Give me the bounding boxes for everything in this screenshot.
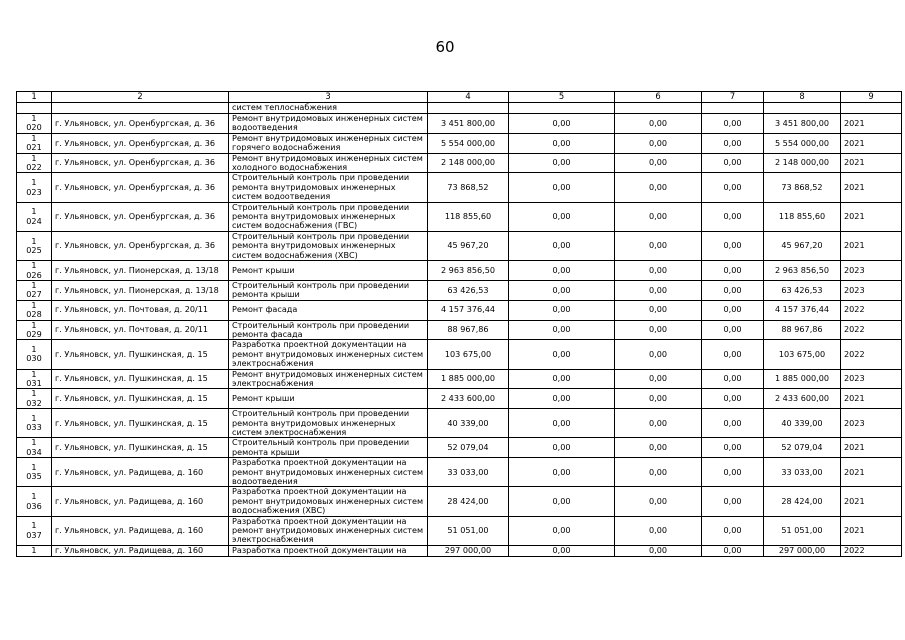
row-number-cell: [17, 261, 52, 281]
year-cell: 2022: [841, 340, 902, 369]
amount-cell: 0,00: [702, 409, 764, 438]
empty-cell: [17, 103, 52, 114]
owner-funds-cell: 4 157 376,44: [764, 300, 841, 320]
empty-cell: [764, 103, 841, 114]
row-number-part: 1: [31, 520, 37, 531]
total-cost-cell: 33 033,00: [428, 458, 509, 487]
row-number-part: 1: [31, 344, 37, 355]
row-number-part: 1: [31, 235, 37, 246]
work-type-cell: Разработка проектной документации на ремонт внутридомовых инженерных систем водоотведения: [229, 458, 428, 487]
row-number-cell: [17, 369, 52, 389]
owner-funds-cell: 1 885 000,00: [764, 369, 841, 389]
work-type-cell: Строительный контроль при проведении ремонта внутридомовых инженерных систем водоотведения: [229, 173, 428, 202]
row-number-cell: [17, 320, 52, 340]
amount-cell: 0,00: [702, 516, 764, 545]
work-type-cell: Ремонт крыши: [229, 261, 428, 281]
row-number-cell: [17, 516, 52, 545]
row-number-cell: [17, 173, 52, 202]
row-number-part: 028: [26, 309, 42, 320]
amount-cell: 0,00: [702, 153, 764, 173]
work-type-cell: Строительный контроль при проведении ремонта фасада: [229, 320, 428, 340]
row-number-part: 1: [31, 153, 37, 163]
amount-cell: 0,00: [702, 340, 764, 369]
table-row: [17, 300, 902, 320]
address-cell: г. Ульяновск, ул. Пушкинская, д. 15: [52, 389, 229, 409]
amount-cell: 0,00: [615, 300, 702, 320]
amount-cell: 0,00: [702, 438, 764, 458]
total-cost-cell: 45 967,20: [428, 231, 509, 260]
year-cell: 2021: [841, 438, 902, 458]
year-cell: 2021: [841, 202, 902, 231]
amount-cell: 0,00: [702, 133, 764, 153]
owner-funds-cell: 88 967,86: [764, 320, 841, 340]
year-cell: 2023: [841, 280, 902, 300]
amount-cell: 0,00: [509, 545, 615, 556]
column-number: 3: [229, 92, 428, 103]
owner-funds-cell: 297 000,00: [764, 545, 841, 556]
amount-cell: 0,00: [509, 340, 615, 369]
year-cell: 2023: [841, 261, 902, 281]
amount-cell: 0,00: [702, 114, 764, 134]
empty-cell: [702, 103, 764, 114]
row-number-part: 027: [26, 289, 42, 300]
total-cost-cell: 63 426,53: [428, 280, 509, 300]
year-cell: 2022: [841, 300, 902, 320]
table-row: [17, 516, 902, 545]
total-cost-cell: 103 675,00: [428, 340, 509, 369]
table-row: [17, 153, 902, 173]
column-number: 7: [702, 92, 764, 103]
row-number-part: 037: [26, 529, 42, 540]
amount-cell: 0,00: [615, 516, 702, 545]
work-type-cell: Ремонт внутридомовых инженерных систем электроснабжения: [229, 369, 428, 389]
row-number-cell: [17, 133, 52, 153]
row-number-part: 1: [31, 437, 37, 448]
amount-cell: 0,00: [702, 300, 764, 320]
work-type-cell: Строительный контроль при проведении ремонта внутридомовых инженерных систем электроснабжения: [229, 409, 428, 438]
year-cell: 2021: [841, 173, 902, 202]
row-number-part: 036: [26, 500, 42, 511]
amount-cell: 0,00: [615, 133, 702, 153]
row-number-cell: [17, 280, 52, 300]
owner-funds-cell: 103 675,00: [764, 340, 841, 369]
owner-funds-cell: 2 963 856,50: [764, 261, 841, 281]
empty-cell: [428, 103, 509, 114]
owner-funds-cell: 51 051,00: [764, 516, 841, 545]
amount-cell: 0,00: [509, 369, 615, 389]
row-number-part: 1: [31, 369, 37, 379]
row-number-part: 035: [26, 471, 42, 482]
amount-cell: 0,00: [509, 409, 615, 438]
amount-cell: 0,00: [615, 340, 702, 369]
address-cell: г. Ульяновск, ул. Оренбургская, д. 36: [52, 114, 229, 134]
amount-cell: 0,00: [615, 438, 702, 458]
year-cell: 2021: [841, 516, 902, 545]
amount-cell: 0,00: [702, 202, 764, 231]
row-number-part: 034: [26, 446, 42, 457]
address-cell: г. Ульяновск, ул. Радищева, д. 160: [52, 458, 229, 487]
address-cell: г. Ульяновск, ул. Пионерская, д. 13/18: [52, 261, 229, 281]
amount-cell: 0,00: [702, 458, 764, 487]
year-cell: 2021: [841, 153, 902, 173]
table-row: [17, 389, 902, 409]
empty-cell: [841, 103, 902, 114]
row-number-part: 1: [31, 388, 37, 399]
column-number: 1: [17, 92, 52, 103]
row-number-part: 031: [26, 377, 42, 388]
total-cost-cell: 4 157 376,44: [428, 300, 509, 320]
address-cell: г. Ульяновск, ул. Оренбургская, д. 36: [52, 153, 229, 173]
row-number-part: 1: [31, 545, 37, 556]
amount-cell: 0,00: [615, 389, 702, 409]
table-row: [17, 261, 902, 281]
row-number-cell: [17, 300, 52, 320]
amount-cell: 0,00: [615, 231, 702, 260]
empty-cell: [615, 103, 702, 114]
total-cost-cell: 52 079,04: [428, 438, 509, 458]
address-cell: г. Ульяновск, ул. Пушкинская, д. 15: [52, 438, 229, 458]
amount-cell: 0,00: [509, 487, 615, 516]
row-number-part: 1: [31, 177, 37, 188]
row-number-part: 030: [26, 353, 42, 364]
total-cost-cell: 118 855,60: [428, 202, 509, 231]
owner-funds-cell: 63 426,53: [764, 280, 841, 300]
row-number-part: 1: [31, 300, 37, 310]
empty-cell: [52, 103, 229, 114]
work-type-cell: Разработка проектной документации на: [229, 545, 428, 556]
table-row: [17, 340, 902, 369]
column-number-row: [17, 92, 902, 103]
work-type-cell: Ремонт внутридомовых инженерных систем водоотведения: [229, 114, 428, 134]
year-cell: 2023: [841, 409, 902, 438]
row-number-cell: [17, 487, 52, 516]
row-number-part: 024: [26, 215, 42, 226]
amount-cell: 0,00: [702, 280, 764, 300]
year-cell: 2022: [841, 320, 902, 340]
row-number-cell: [17, 114, 52, 134]
column-number: 4: [428, 92, 509, 103]
owner-funds-cell: 118 855,60: [764, 202, 841, 231]
amount-cell: 0,00: [615, 369, 702, 389]
amount-cell: 0,00: [509, 438, 615, 458]
owner-funds-cell: 33 033,00: [764, 458, 841, 487]
column-number: 6: [615, 92, 702, 103]
row-number-cell: [17, 389, 52, 409]
total-cost-cell: 40 339,00: [428, 409, 509, 438]
amount-cell: 0,00: [615, 320, 702, 340]
amount-cell: 0,00: [509, 320, 615, 340]
amount-cell: 0,00: [615, 202, 702, 231]
amount-cell: 0,00: [615, 114, 702, 134]
table-row: [17, 487, 902, 516]
table-row: [17, 173, 902, 202]
table-row: [17, 458, 902, 487]
year-cell: 2021: [841, 458, 902, 487]
address-cell: г. Ульяновск, ул. Радищева, д. 160: [52, 487, 229, 516]
amount-cell: 0,00: [702, 369, 764, 389]
owner-funds-cell: 45 967,20: [764, 231, 841, 260]
address-cell: г. Ульяновск, ул. Оренбургская, д. 36: [52, 202, 229, 231]
continuation-row: [17, 103, 902, 114]
row-number-part: 033: [26, 422, 42, 433]
row-number-part: 1: [31, 320, 37, 330]
row-number-cell: [17, 545, 52, 556]
row-number-part: 020: [26, 122, 42, 133]
amount-cell: 0,00: [509, 261, 615, 281]
total-cost-cell: 2 148 000,00: [428, 153, 509, 173]
row-number-part: 1: [31, 260, 37, 271]
total-cost-cell: 2 963 856,50: [428, 261, 509, 281]
column-number: 8: [764, 92, 841, 103]
work-type-cell: Строительный контроль при проведении ремонта крыши: [229, 438, 428, 458]
owner-funds-cell: 40 339,00: [764, 409, 841, 438]
row-number-part: 1: [31, 491, 37, 502]
year-cell: 2021: [841, 133, 902, 153]
table-row: [17, 231, 902, 260]
amount-cell: 0,00: [615, 487, 702, 516]
address-cell: г. Ульяновск, ул. Оренбургская, д. 36: [52, 231, 229, 260]
row-number-part: 1: [31, 113, 37, 123]
row-number-part: 1: [31, 206, 37, 217]
table-row: [17, 438, 902, 458]
year-cell: 2021: [841, 389, 902, 409]
row-number-cell: [17, 231, 52, 260]
total-cost-cell: 88 967,86: [428, 320, 509, 340]
row-number-cell: [17, 409, 52, 438]
table-row: [17, 114, 902, 134]
address-cell: г. Ульяновск, ул. Пушкинская, д. 15: [52, 340, 229, 369]
amount-cell: 0,00: [702, 545, 764, 556]
address-cell: г. Ульяновск, ул. Радищева, д. 160: [52, 545, 229, 556]
amount-cell: 0,00: [702, 389, 764, 409]
table-row: [17, 369, 902, 389]
owner-funds-cell: 5 554 000,00: [764, 133, 841, 153]
amount-cell: 0,00: [702, 320, 764, 340]
amount-cell: 0,00: [615, 153, 702, 173]
amount-cell: 0,00: [615, 409, 702, 438]
table-row: [17, 133, 902, 153]
amount-cell: 0,00: [509, 133, 615, 153]
column-number: 2: [52, 92, 229, 103]
row-number-part: 021: [26, 142, 42, 153]
owner-funds-cell: 3 451 800,00: [764, 114, 841, 134]
amount-cell: 0,00: [615, 280, 702, 300]
table-row: [17, 409, 902, 438]
row-number-part: 032: [26, 397, 42, 408]
row-number-part: 1: [31, 280, 37, 290]
total-cost-cell: 73 868,52: [428, 173, 509, 202]
year-cell: 2022: [841, 545, 902, 556]
row-number-part: 026: [26, 269, 42, 280]
amount-cell: 0,00: [509, 202, 615, 231]
row-number-part: 1: [31, 412, 37, 423]
row-number-part: 022: [26, 162, 42, 173]
total-cost-cell: 3 451 800,00: [428, 114, 509, 134]
work-type-cell: Строительный контроль при проведении ремонта внутридомовых инженерных систем водоснабжения (ГВС): [229, 202, 428, 231]
work-type-cell: Ремонт крыши: [229, 389, 428, 409]
amount-cell: 0,00: [509, 280, 615, 300]
total-cost-cell: 5 554 000,00: [428, 133, 509, 153]
address-cell: г. Ульяновск, ул. Пионерская, д. 13/18: [52, 280, 229, 300]
address-cell: г. Ульяновск, ул. Пушкинская, д. 15: [52, 409, 229, 438]
work-type-cell: Ремонт фасада: [229, 300, 428, 320]
row-number-cell: [17, 438, 52, 458]
amount-cell: 0,00: [509, 300, 615, 320]
owner-funds-cell: 2 148 000,00: [764, 153, 841, 173]
address-cell: г. Ульяновск, ул. Оренбургская, д. 36: [52, 133, 229, 153]
row-number-cell: [17, 153, 52, 173]
address-cell: г. Ульяновск, ул. Почтовая, д. 20/11: [52, 320, 229, 340]
row-number-part: 1: [31, 133, 37, 143]
amount-cell: 0,00: [509, 231, 615, 260]
owner-funds-cell: 73 868,52: [764, 173, 841, 202]
amount-cell: 0,00: [615, 261, 702, 281]
work-type-cell: Строительный контроль при проведении ремонта крыши: [229, 280, 428, 300]
year-cell: 2021: [841, 114, 902, 134]
work-type-cell: Разработка проектной документации на ремонт внутридомовых инженерных систем электроснабжения: [229, 516, 428, 545]
address-cell: г. Ульяновск, ул. Радищева, д. 160: [52, 516, 229, 545]
row-number-cell: [17, 202, 52, 231]
owner-funds-cell: 52 079,04: [764, 438, 841, 458]
address-cell: г. Ульяновск, ул. Оренбургская, д. 36: [52, 173, 229, 202]
year-cell: 2021: [841, 231, 902, 260]
amount-cell: 0,00: [509, 114, 615, 134]
page-number: 60: [435, 38, 455, 56]
table-row: [17, 280, 902, 300]
row-number-part: 023: [26, 186, 42, 197]
amount-cell: 0,00: [509, 389, 615, 409]
table-row: [17, 545, 902, 556]
amount-cell: 0,00: [615, 545, 702, 556]
row-number-part: 1: [31, 461, 37, 472]
total-cost-cell: 297 000,00: [428, 545, 509, 556]
amount-cell: 0,00: [702, 173, 764, 202]
work-type-cell: систем теплоснабжения: [229, 103, 428, 114]
address-cell: г. Ульяновск, ул. Пушкинская, д. 15: [52, 369, 229, 389]
work-type-cell: Ремонт внутридомовых инженерных систем холодного водоснабжения: [229, 153, 428, 173]
amount-cell: 0,00: [509, 516, 615, 545]
total-cost-cell: 28 424,00: [428, 487, 509, 516]
amount-cell: 0,00: [702, 487, 764, 516]
amount-cell: 0,00: [615, 458, 702, 487]
total-cost-cell: 51 051,00: [428, 516, 509, 545]
empty-cell: [509, 103, 615, 114]
column-number: 9: [841, 92, 902, 103]
amount-cell: 0,00: [509, 173, 615, 202]
year-cell: 2021: [841, 487, 902, 516]
address-cell: г. Ульяновск, ул. Почтовая, д. 20/11: [52, 300, 229, 320]
repair-program-table: [16, 91, 902, 557]
amount-cell: 0,00: [702, 261, 764, 281]
owner-funds-cell: 2 433 600,00: [764, 389, 841, 409]
work-type-cell: Строительный контроль при проведении ремонта внутридомовых инженерных систем водоснабжения (ХВС): [229, 231, 428, 260]
total-cost-cell: 2 433 600,00: [428, 389, 509, 409]
work-type-cell: Разработка проектной документации на ремонт внутридомовых инженерных систем водоснабжения (ХВС): [229, 487, 428, 516]
row-number-cell: [17, 340, 52, 369]
row-number-cell: [17, 458, 52, 487]
row-number-part: 025: [26, 244, 42, 255]
table-row: [17, 202, 902, 231]
year-cell: 2023: [841, 369, 902, 389]
amount-cell: 0,00: [702, 231, 764, 260]
owner-funds-cell: 28 424,00: [764, 487, 841, 516]
table-row: [17, 320, 902, 340]
amount-cell: 0,00: [509, 458, 615, 487]
amount-cell: 0,00: [509, 153, 615, 173]
amount-cell: 0,00: [615, 173, 702, 202]
work-type-cell: Ремонт внутридомовых инженерных систем горячего водоснабжения: [229, 133, 428, 153]
work-type-cell: Разработка проектной документации на ремонт внутридомовых инженерных систем электроснабжения: [229, 340, 428, 369]
row-number-part: 029: [26, 328, 42, 339]
column-number: 5: [509, 92, 615, 103]
total-cost-cell: 1 885 000,00: [428, 369, 509, 389]
